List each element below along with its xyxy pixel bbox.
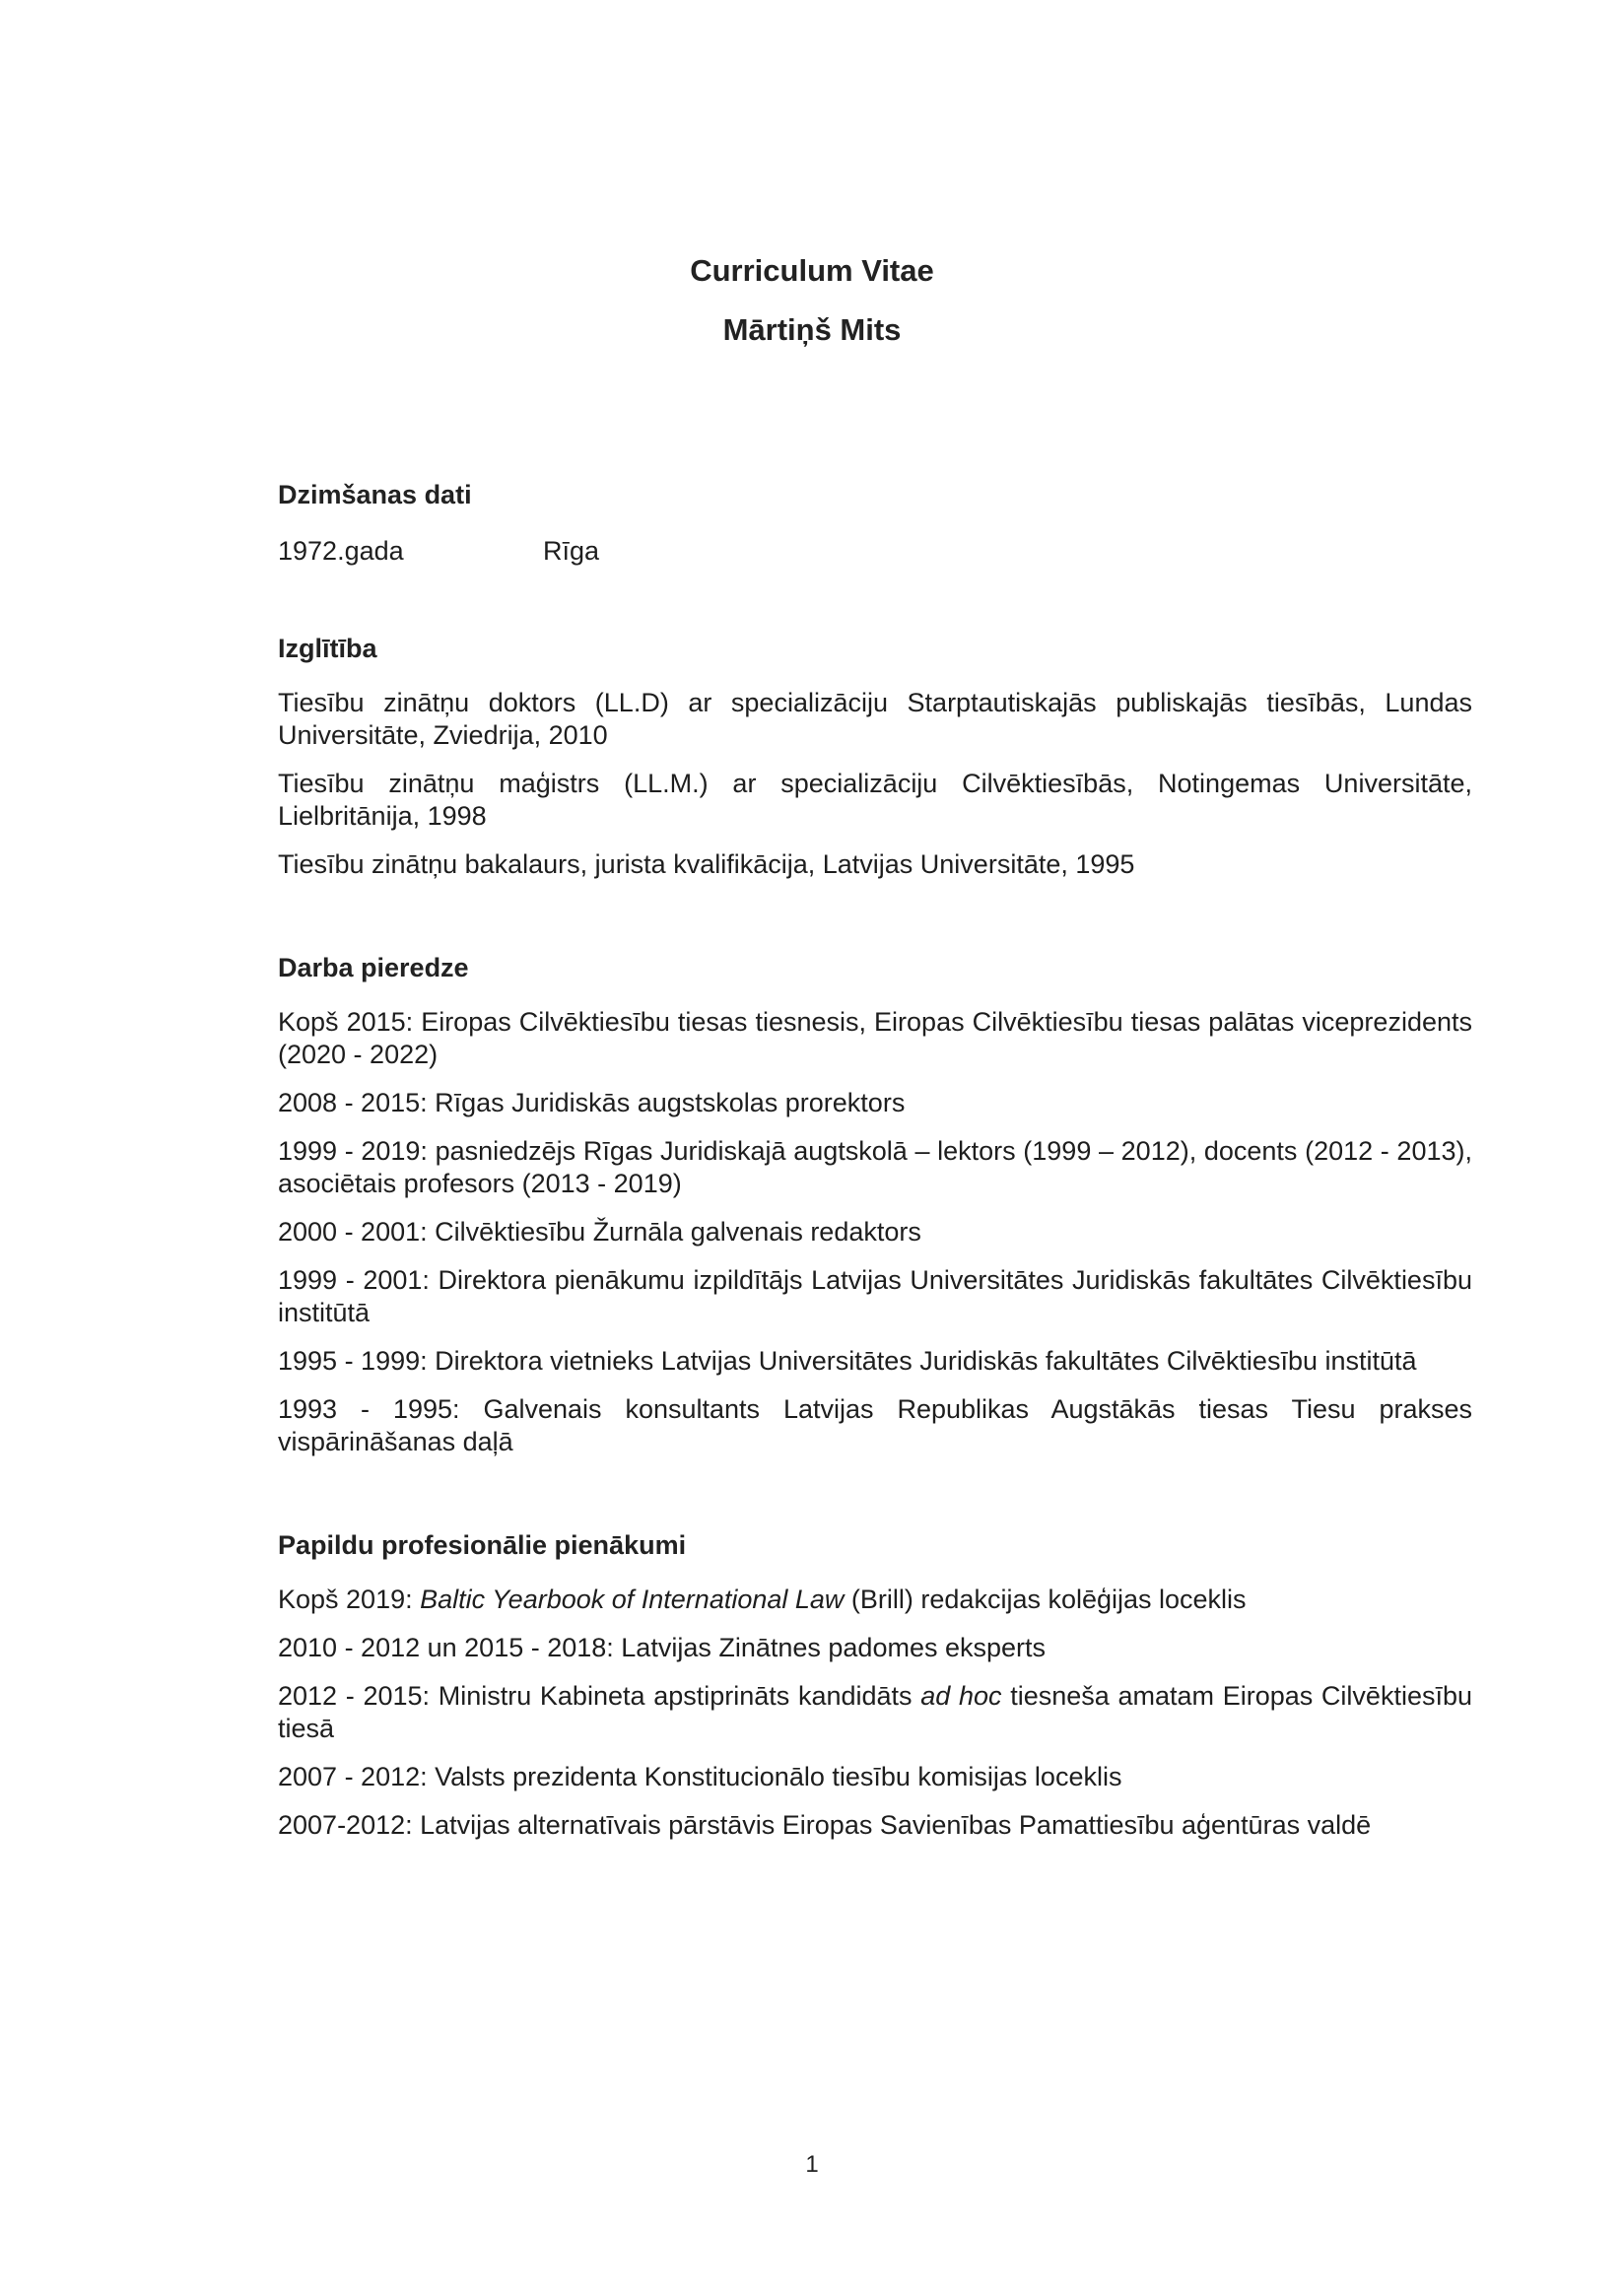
birth-place: Rīga: [543, 536, 600, 566]
title-block: [0, 248, 1624, 353]
additional-list: [278, 1584, 1472, 1842]
additional-item-text: (Brill) redakcijas kolēģijas loceklis: [844, 1585, 1247, 1614]
latin-term: ad hoc: [920, 1681, 1002, 1711]
education-item: Tiesību zinātņu bakalaurs, jurista kvalifikācija, Latvijas Universitāte, 1995: [278, 849, 1135, 879]
additional-item-text: Kopš 2019:: [278, 1585, 421, 1614]
birth-year: 1972.gada: [278, 536, 404, 566]
birth-section: [278, 479, 1472, 568]
additional-heading: Papildu profesionālie pienākumi: [278, 1530, 687, 1560]
additional-item: 2007-2012: Latvijas alternatīvais pārstāvis Eiropas Savienības Pamattiesību aģentūras valdē: [278, 1810, 1372, 1840]
person-name: Mārtiņš Mits: [722, 312, 902, 347]
experience-item: 2008 - 2015: Rīgas Juridiskās augstskolas prorektors: [278, 1088, 906, 1117]
experience-list: [278, 1006, 1472, 1458]
experience-section: [278, 952, 1472, 1458]
additional-item: 2010 - 2012 un 2015 - 2018: Latvijas Zinātnes padomes eksperts: [278, 1633, 1047, 1662]
education-item: Tiesību zinātņu doktors (LL.D) ar specializāciju Starptautiskajās publiskajās tiesībās, Lundas Universitāte, Zviedrija, 2010: [278, 688, 1472, 750]
additional-item: 2007 - 2012: Valsts prezidenta Konstitucionālo tiesību komisijas loceklis: [278, 1762, 1122, 1791]
additional-item: [278, 1584, 1472, 1616]
cv-content: [278, 479, 1472, 1857]
education-section: [278, 633, 1472, 881]
additional-item-text: 2012 - 2015: Ministru Kabineta apstiprināts kandidāts: [278, 1681, 921, 1711]
additional-item: [278, 1680, 1472, 1745]
experience-heading: Darba pieredze: [278, 953, 469, 982]
experience-item: Kopš 2015: Eiropas Cilvēktiesību tiesas tiesnesis, Eiropas Cilvēktiesību tiesas palātas viceprezidents (2020 - 2022): [278, 1007, 1472, 1069]
education-list: [278, 687, 1472, 881]
document-title: Curriculum Vitae: [690, 253, 934, 288]
experience-item: 2000 - 2001: Cilvēktiesību Žurnāla galvenais redaktors: [278, 1217, 921, 1247]
birth-heading: Dzimšanas dati: [278, 480, 472, 509]
education-heading: Izglītība: [278, 634, 377, 663]
birth-row: [278, 535, 1472, 568]
experience-item: 1999 - 2001: Direktora pienākumu izpildītājs Latvijas Universitātes Juridiskās fakultātes Cilvēktiesību institūtā: [278, 1265, 1472, 1327]
education-item: Tiesību zinātņu maģistrs (LL.M.) ar specializāciju Cilvēktiesībās, Notingemas Universitāte, Lielbritānija, 1998: [278, 769, 1472, 831]
experience-item: 1999 - 2019: pasniedzējs Rīgas Juridiskajā augtskolā – lektors (1999 – 2012), docents (2012 - 2013), asociētais profesors (2013 - 2019): [278, 1136, 1472, 1198]
experience-item: 1993 - 1995: Galvenais konsultants Latvijas Republikas Augstākās tiesas Tiesu prakses vispārināšanas daļā: [278, 1394, 1472, 1456]
additional-section: [278, 1529, 1472, 1842]
additional-item-text: tiesneša amatam Eiropas Cilvēktiesību tiesā: [278, 1681, 1472, 1743]
publication-title: Baltic Yearbook of International Law: [420, 1585, 845, 1614]
page-number: 1: [805, 2151, 819, 2178]
experience-item: 1995 - 1999: Direktora vietnieks Latvijas Universitātes Juridiskās fakultātes Cilvēktiesību institūtā: [278, 1346, 1417, 1376]
